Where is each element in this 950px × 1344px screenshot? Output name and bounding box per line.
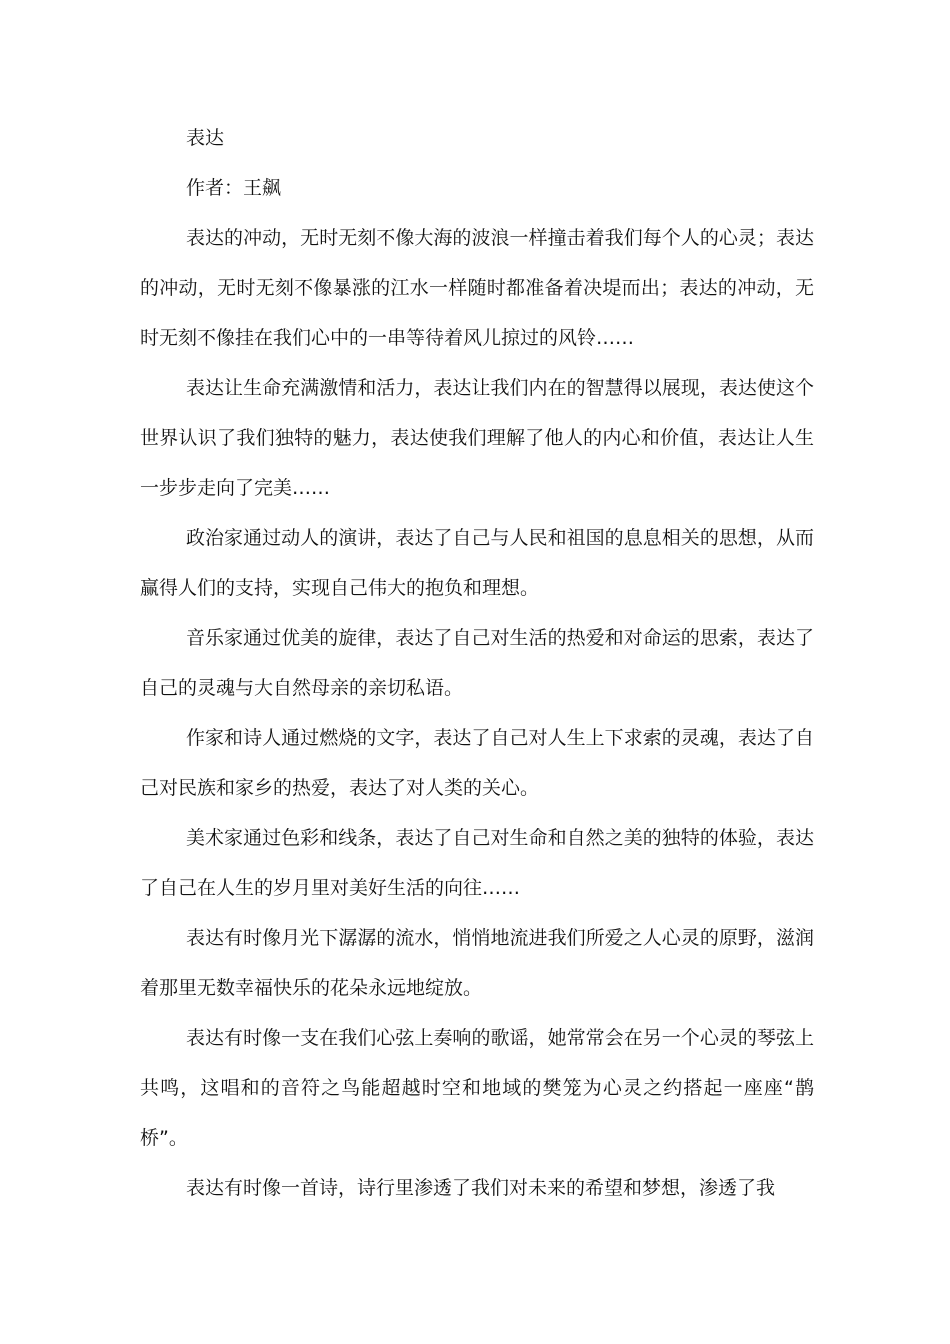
paragraph-1: 表达的冲动，无时无刻不像大海的波浪一样撞击着我们每个人的心灵；表达的冲动，无时无刻不像暴涨的江水一样随时都准备着决堤而出；表达的冲动，无时无刻不像挂在我们心中的一串等待着风儿掠过的风铃…… — [140, 227, 814, 349]
document-body — [140, 113, 814, 1213]
paragraph-9: 表达有时像一首诗，诗行里渗透了我们对未来的希望和梦想，渗透了我 — [186, 1177, 776, 1199]
paragraph-8: 表达有时像一支在我们心弦上奏响的歌谣，她常常会在另一个心灵的琴弦上共鸣，这唱和的音符之鸟能超越时空和地域的樊笼为心灵之约搭起一座座“鹊桥”。 — [140, 1027, 814, 1149]
paragraph-5: 作家和诗人通过燃烧的文字，表达了自己对人生上下求索的灵魂，表达了自己对民族和家乡的热爱，表达了对人类的关心。 — [140, 727, 814, 799]
paragraph-6: 美术家通过色彩和线条，表达了自己对生命和自然之美的独特的体验，表达了自己在人生的岁月里对美好生活的向往…… — [140, 827, 814, 899]
paragraph-4: 音乐家通过优美的旋律，表达了自己对生活的热爱和对命运的思索，表达了自己的灵魂与大自然母亲的亲切私语。 — [140, 627, 814, 699]
document-author: 作者：王飙 — [186, 177, 282, 199]
paragraph-3: 政治家通过动人的演讲，表达了自己与人民和祖国的息息相关的思想，从而赢得人们的支持，实现自己伟大的抱负和理想。 — [140, 527, 814, 599]
paragraph-2: 表达让生命充满激情和活力，表达让我们内在的智慧得以展现，表达使这个世界认识了我们独特的魅力，表达使我们理解了他人的内心和价值，表达让人生一步步走向了完美…… — [140, 377, 814, 499]
paragraph-7: 表达有时像月光下潺潺的流水，悄悄地流进我们所爱之人心灵的原野，滋润着那里无数幸福快乐的花朵永远地绽放。 — [140, 927, 814, 999]
document-title: 表达 — [186, 127, 225, 149]
